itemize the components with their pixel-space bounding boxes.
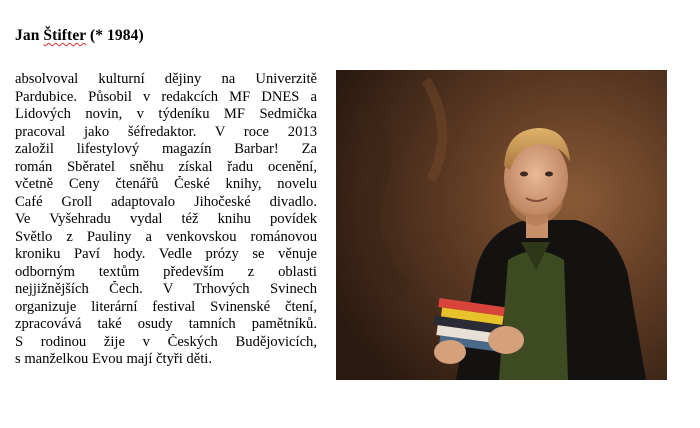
author-heading: [15, 27, 144, 45]
bio-line: Pardubice. Působil v redakcích MF DNES a: [15, 88, 317, 105]
bio-line: román Sběratel sněhu získal řadu ocenění,: [15, 158, 317, 175]
author-name-first: Jan: [15, 27, 44, 44]
bio-line: absolvoval kulturní dějiny na Univerzitě: [15, 71, 317, 87]
author-portrait-icon: [336, 70, 667, 380]
bio-line: organizuje literární festival Svinenské čtení,: [15, 298, 317, 315]
bio-line: včetně Ceny čtenářů České knihy, novelu: [15, 176, 317, 192]
bio-line: založil lifestylový magazín Barbar! Za: [15, 141, 317, 157]
bio-line: Ve Vyšehradu vydal též knihu povídek: [15, 211, 317, 227]
bio-line: Café Groll adaptovalo Jihočeské divadlo.: [15, 193, 317, 210]
author-name-surname: Štifter: [43, 27, 86, 44]
bio-line: S rodinou žije v Českých Budějovicích,: [15, 333, 317, 350]
bio-line: pracoval jako šéfredaktor. V roce 2013: [15, 123, 317, 140]
bio-line: nejjižnějších Čech. V Trhových Svinech: [15, 281, 317, 297]
bio-line: zpracovává také osudy tamních pamětníků.: [15, 316, 317, 332]
bio-line: s manželkou Evou mají čtyři děti.: [15, 351, 212, 367]
author-biography: [15, 71, 317, 369]
author-birth-year: (* 1984): [86, 27, 144, 44]
bio-line: odborným textům především z oblasti: [15, 263, 317, 280]
bio-line: kroniku Paví hody. Vedle prózy se věnuje: [15, 246, 317, 262]
bio-line: Světlo z Pauliny a venkovskou románovou: [15, 228, 317, 245]
bio-line: Lidových novin, v týdeníku MF Sedmička: [15, 106, 317, 122]
author-portrait-photo: [336, 70, 667, 380]
